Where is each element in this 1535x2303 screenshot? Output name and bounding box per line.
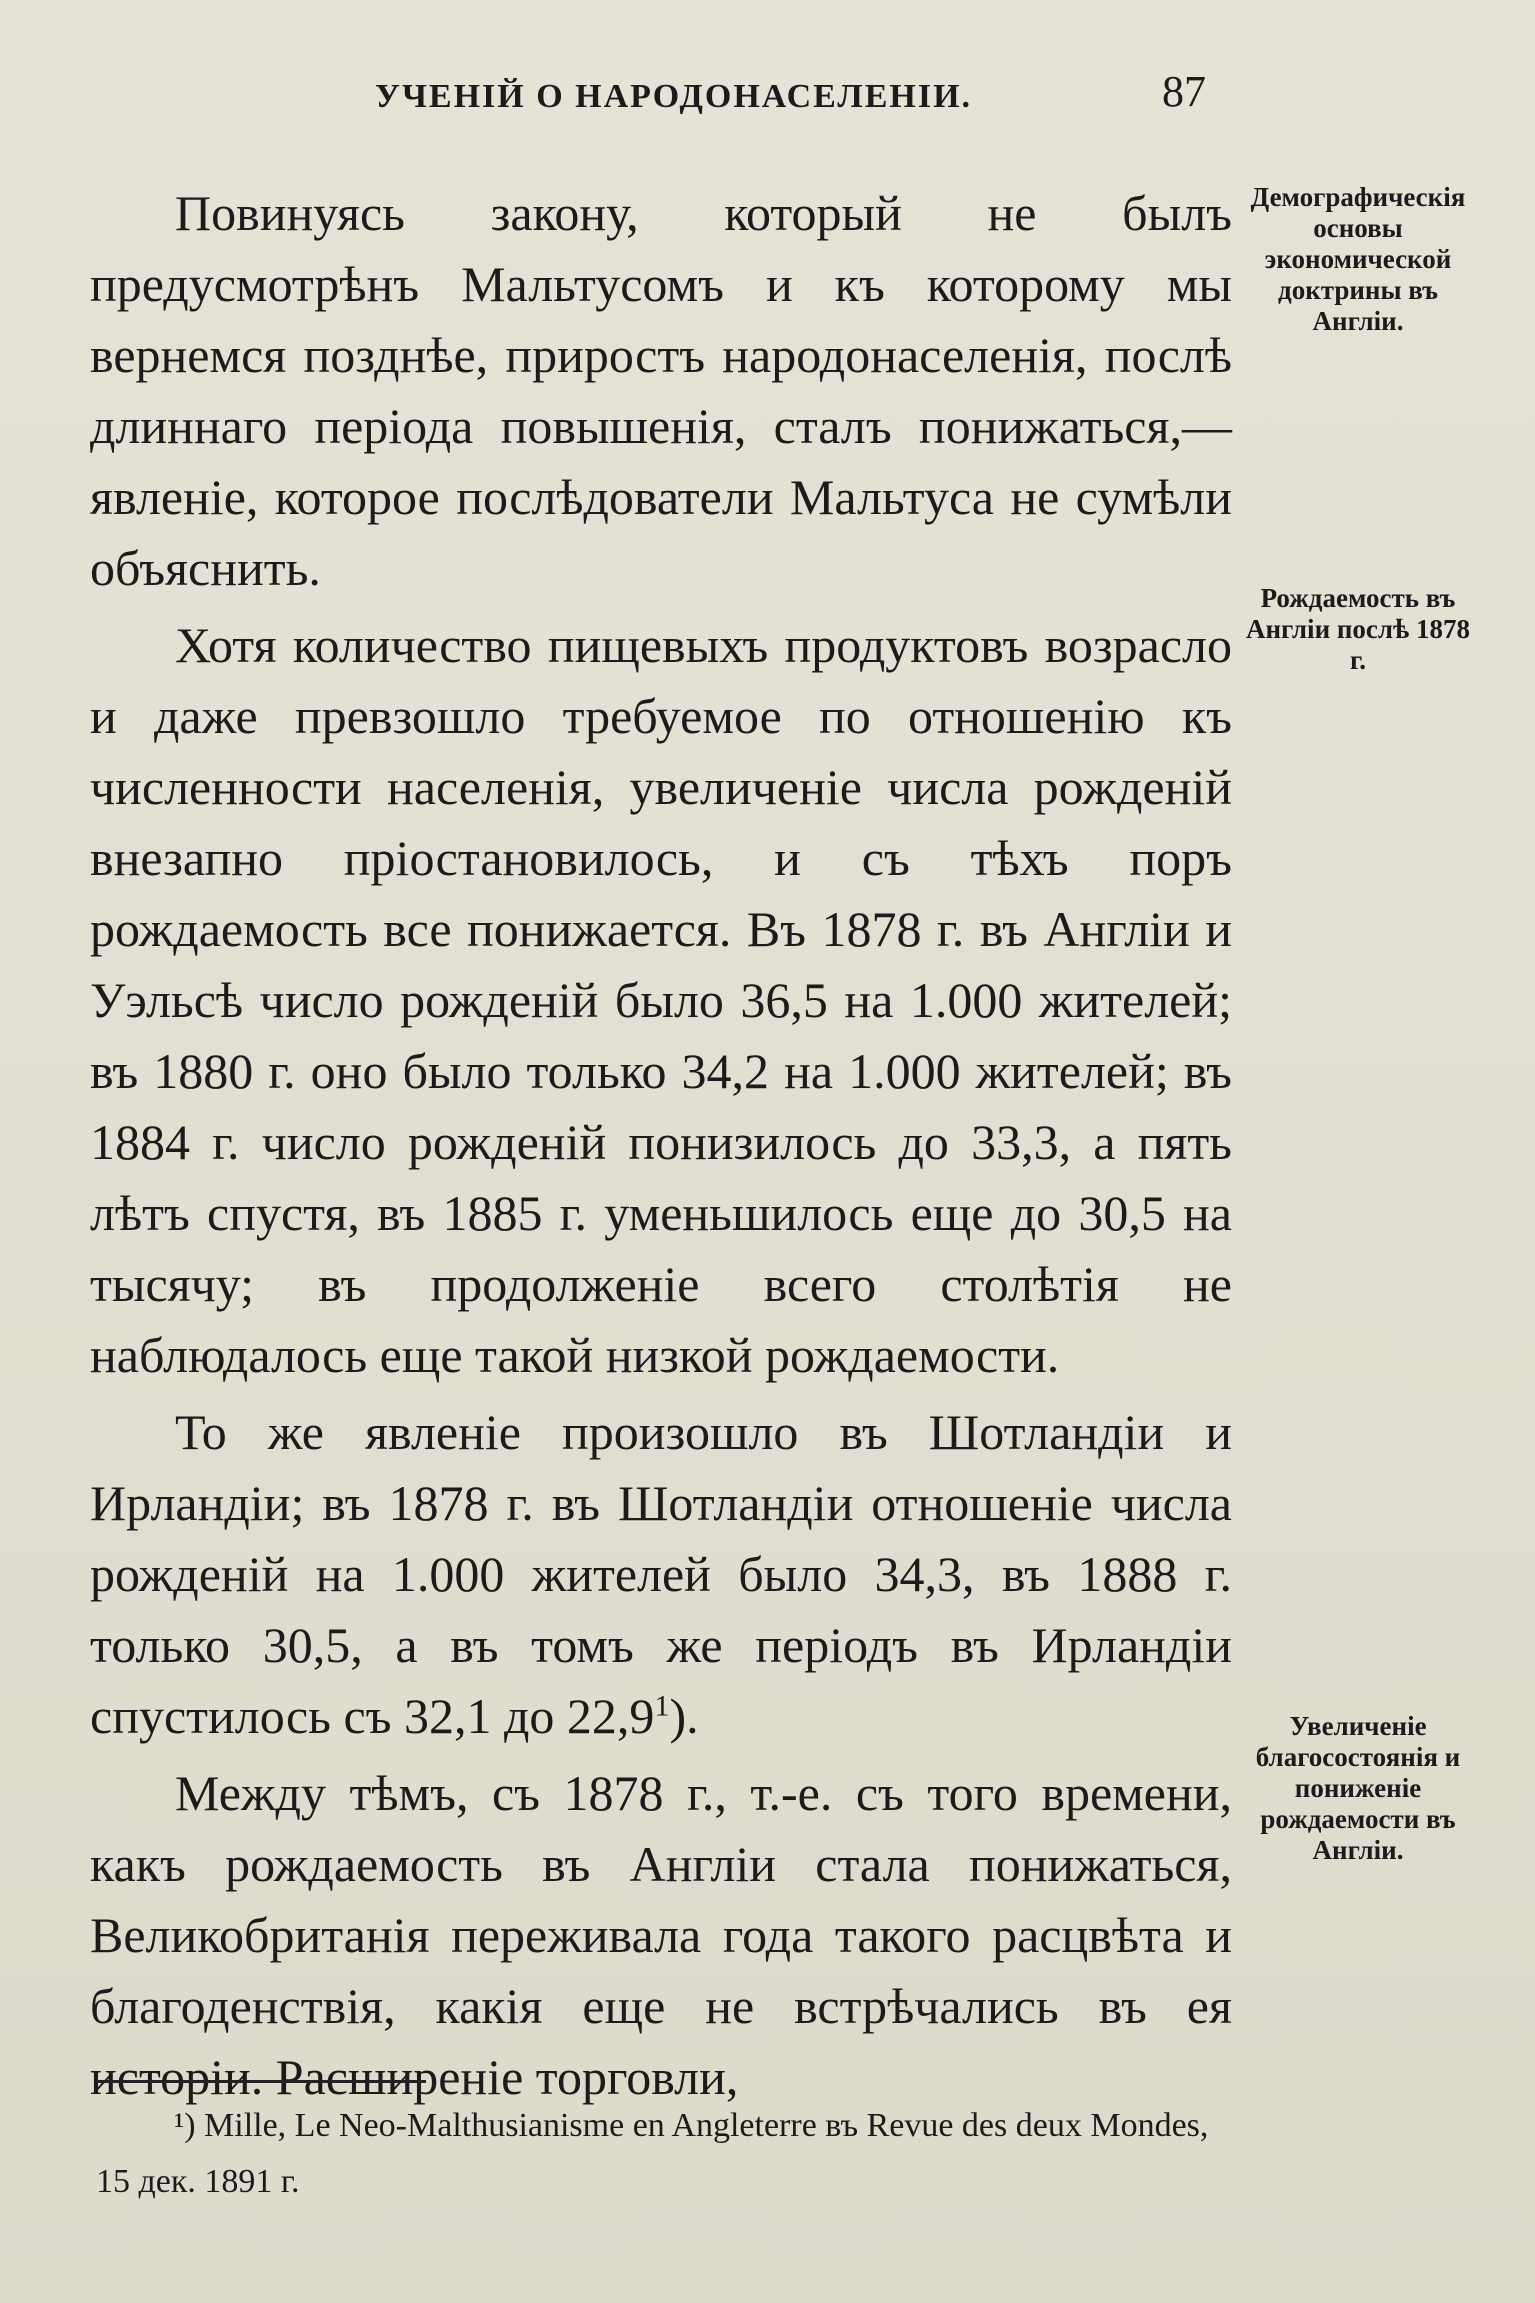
- paragraph-3-tail: ).: [669, 1688, 699, 1744]
- margin-note-prosperity: Увеличеніе благосостоянія и пониженіе рождаемости въ Англіи.: [1255, 1711, 1461, 1865]
- running-title: УЧЕНІЙ О НАРОДОНАСЕЛЕНІИ.: [375, 78, 973, 115]
- margin-note-demographic: Демографическія основы экономической доктрины въ Англіи.: [1250, 182, 1466, 336]
- footnote-text: Mille, Le Neo-Malthusianisme en Angleterre въ Revue des deux Mondes, 15 дек. 1891 г.: [96, 2107, 1209, 2200]
- footnote-marker: ¹): [174, 2107, 196, 2144]
- paragraph-4: Между тѣмъ, съ 1878 г., т.-е. съ того времени, какъ рождаемость въ Англіи стала понижаться, Великобританія переживала года такого расцвѣта и благоденствія, какія еще не встрѣчались въ ея исторіи. Расширеніе торговли,: [90, 1765, 1232, 2105]
- footnote-divider: [96, 2080, 426, 2083]
- paragraph-3-text: То же явленіе произошло въ Шотландіи и Ирландіи; въ 1878 г. въ Шотландіи отношеніе числа рожденій на 1.000 жителей было 34,3, въ 1888 г. только 30,5, а въ томъ же періодъ въ Ирландіи спустилось съ 32,1 до 22,9: [90, 1404, 1232, 1744]
- paragraph-2: Хотя количество пищевыхъ продуктовъ возрасло и даже превзошло требуемое по отношенію къ численности населенія, увеличеніе числа рожденій внезапно пріостановилось, и съ тѣхъ поръ рождаемость все понижается. Въ 1878 г. въ Англіи и Уэльсѣ число рожденій было 36,5 на 1.000 жителей; въ 1880 г. оно было только 34,2 на 1.000 жителей; въ 1884 г. число рожденій понизилось до 33,3, а пять лѣтъ спустя, въ 1885 г. уменьшилось еще до 30,5 на тысячу; въ продолженіе всего столѣтія не наблюдалось еще такой низкой рождаемости.: [90, 617, 1232, 1383]
- paragraph-3: [90, 1397, 1232, 1752]
- paragraph-1: Повинуясь закону, который не былъ предусмотрѣнъ Мальтусомъ и къ которому мы вернемся позднѣе, приростъ народонаселенія, послѣ длиннаго періода повышенія, сталъ понижаться,— явленіе, которое послѣдователи Мальтуса не сумѣли объяснить.: [90, 185, 1232, 596]
- page-number: 87: [1162, 67, 1206, 116]
- footnote-reference: 1: [654, 1689, 670, 1723]
- main-text: [90, 178, 1232, 2113]
- margin-note-birthrate: Рождаемость въ Англіи послѣ 1878 г.: [1245, 583, 1471, 675]
- footnote: [96, 2098, 1246, 2210]
